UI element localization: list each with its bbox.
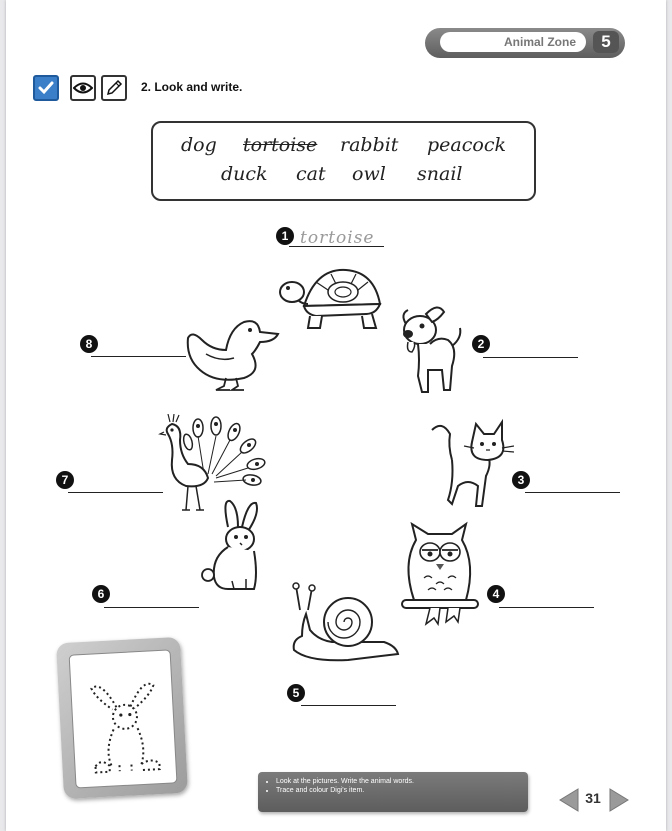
word-rabbit: rabbit [340, 134, 399, 156]
tortoise-picture [276, 262, 386, 334]
word-owl: owl [352, 163, 386, 185]
word-cat: cat [296, 163, 326, 185]
word-bank [151, 121, 536, 201]
page-number: 31 [585, 790, 601, 806]
item-number-6: 6 [92, 585, 110, 603]
zone-label: Animal Zone [440, 32, 586, 52]
item-number-8: 8 [80, 335, 98, 353]
previous-page-icon[interactable] [558, 787, 580, 813]
item-number-1: 1 [276, 227, 294, 245]
page-navigation [558, 787, 630, 813]
tablet-screen [69, 649, 178, 788]
word-peacock: peacock [427, 134, 506, 156]
word-dog: dog [181, 134, 217, 156]
item-number-4: 4 [487, 585, 505, 603]
note-line-2: • Trace and colour Digi's item. [276, 786, 520, 795]
duck-picture [186, 314, 282, 392]
tracing-rabbit-icon[interactable] [70, 650, 177, 787]
answer-line-3[interactable] [525, 492, 620, 493]
word-snail: snail [417, 163, 463, 185]
dog-picture [398, 300, 468, 400]
pencil-icon[interactable] [101, 75, 127, 101]
snail-picture [288, 580, 400, 664]
answer-line-8[interactable] [91, 356, 186, 357]
activity-instruction: 2. Look and write. [141, 80, 243, 94]
item-number-7: 7 [56, 471, 74, 489]
item-number-2: 2 [472, 335, 490, 353]
answer-line-7[interactable] [68, 492, 163, 493]
zone-number: 5 [593, 31, 619, 53]
eye-icon[interactable] [70, 75, 96, 101]
check-icon[interactable] [33, 75, 59, 101]
answer-text-1: tortoise [300, 228, 375, 248]
digi-tablet [56, 637, 188, 799]
owl-picture [400, 520, 480, 628]
peacock-picture [158, 414, 270, 518]
next-page-icon[interactable] [608, 787, 630, 813]
answer-line-5[interactable] [301, 705, 396, 706]
word-duck: duck [221, 163, 268, 185]
note-line-1: • Look at the pictures. Write the animal words. [276, 777, 520, 786]
teacher-note [258, 772, 528, 812]
answer-line-6[interactable] [104, 607, 199, 608]
answer-line-4[interactable] [499, 607, 594, 608]
answer-line-2[interactable] [483, 357, 578, 358]
word-tortoise: tortoise [243, 134, 318, 156]
item-number-5: 5 [287, 684, 305, 702]
cat-picture [428, 416, 514, 512]
item-number-3: 3 [512, 471, 530, 489]
